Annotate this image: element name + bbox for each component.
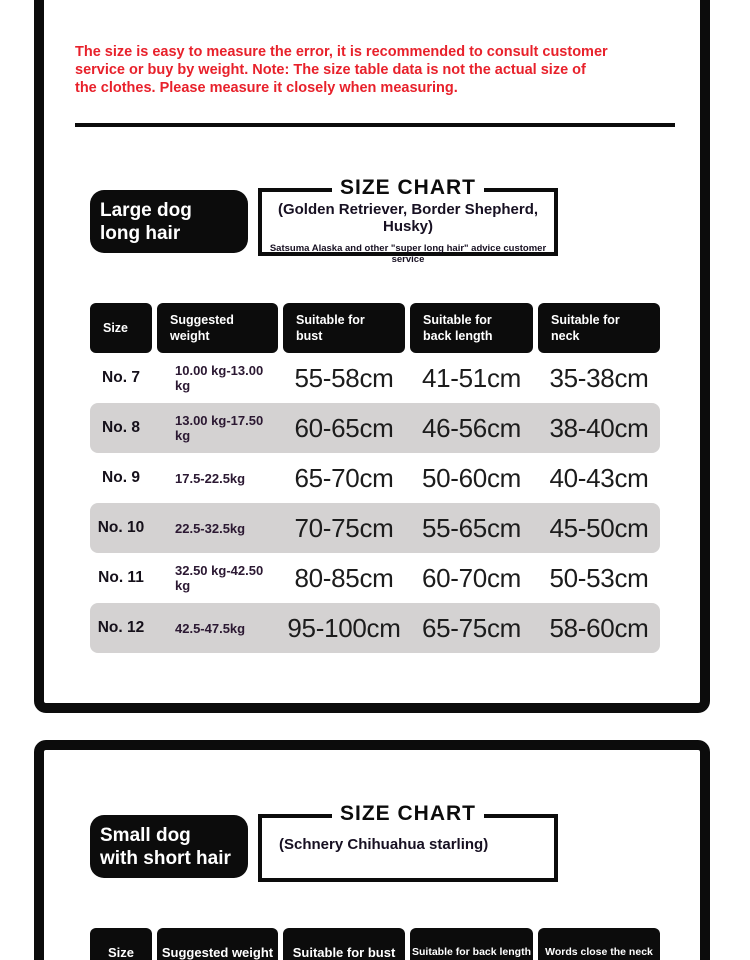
cell-bust: 60-65cm [294,412,394,443]
cell-neck: 50-53cm [549,562,649,593]
size-chart-title: SIZE CHART [332,177,484,199]
badge-line-2: with short hair [100,847,231,869]
breeds-text: (Golden Retriever, Border Shepherd, Husky) [277,201,539,235]
cell-neck: 58-60cm [549,612,649,643]
size-chart-header-group [258,176,558,265]
badge-line-1: Large dog [100,199,192,221]
cell-back-length: 60-70cm [421,562,522,593]
cell-neck: 38-40cm [549,412,649,443]
cell-weight: 10.00 kg-13.00 kg [175,363,264,393]
header-size-label: Size [103,321,129,335]
small-dog-size-table [90,928,660,960]
cell-weight: 22.5-32.5kg [175,520,246,536]
table-header-row [90,928,660,960]
cell-size: No. 10 [97,519,145,536]
cell-size: No. 12 [97,619,145,636]
header-suitable-back-length: Suitable for back length [410,928,533,960]
table-header-row [90,303,660,353]
warning-line-1: The size is easy to measure the error, it is recommended to consult customer [75,44,608,60]
header-size [90,303,152,353]
breeds-text: (Schnery Chihuahua starling) [279,836,489,853]
header-words-close-neck: Words close the neck [538,928,660,960]
cell-weight: 32.50 kg-42.50 kg [175,563,264,593]
cell-size: No. 8 [102,419,140,436]
header-suitable-back-length [410,303,533,353]
cell-back-length: 50-60cm [421,462,522,493]
badge-line-2: long hair [100,222,181,244]
small-dog-panel [34,740,710,960]
size-chart-header-group [258,803,558,882]
header-suitable-neck-label: Suitable for neck [551,313,620,343]
cell-size: No. 7 [102,369,140,386]
breeds-note-text: Satsuma Alaska and other "super long hair" advice customer service [269,243,547,265]
badge-line-1: Small dog [100,824,191,846]
header-suitable-neck [538,303,660,353]
cell-bust: 65-70cm [294,462,394,493]
header-suggested-weight: Suggested weight [157,928,278,960]
cell-weight: 42.5-47.5kg [175,620,246,636]
header-size: Size [90,928,152,960]
cell-neck: 40-43cm [549,462,649,493]
cell-bust: 70-75cm [294,512,394,543]
cell-back-length: 46-56cm [421,412,522,443]
cell-back-length: 65-75cm [421,612,522,643]
header-suitable-back-length-label: Suitable for back length [423,313,493,343]
cell-neck: 45-50cm [549,512,649,543]
warning-line-3: the clothes. Please measure it closely when measuring. [75,80,458,96]
table-row [90,553,660,603]
measurement-warning-text [75,43,608,97]
cell-size: No. 9 [102,469,140,486]
header-suitable-bust: Suitable for bust [283,928,405,960]
warning-line-2: service or buy by weight. Note: The size table data is not the actual size of [75,62,586,78]
table-row [90,453,660,503]
large-dog-badge [90,190,248,253]
cell-bust: 55-58cm [294,362,394,393]
cell-weight: 17.5-22.5kg [175,470,246,486]
cell-bust: 95-100cm [287,612,401,643]
horizontal-divider [75,123,675,127]
cell-neck: 35-38cm [549,362,649,393]
large-dog-panel [34,0,710,713]
header-suggested-weight-label: Suggested weight [170,313,234,343]
cell-bust: 80-85cm [294,562,394,593]
table-row [90,353,660,403]
table-row [90,603,660,653]
size-chart-title: SIZE CHART [332,803,484,825]
header-suggested-weight [157,303,278,353]
large-dog-size-table [90,303,660,653]
table-row [90,403,660,453]
cell-weight: 13.00 kg-17.50 kg [175,413,264,443]
header-suitable-bust-label: Suitable for bust [296,313,365,343]
cell-size: No. 11 [98,569,144,586]
small-dog-badge [90,815,248,878]
table-row [90,503,660,553]
cell-back-length: 41-51cm [421,362,522,393]
cell-back-length: 55-65cm [421,512,522,543]
header-suitable-bust [283,303,405,353]
